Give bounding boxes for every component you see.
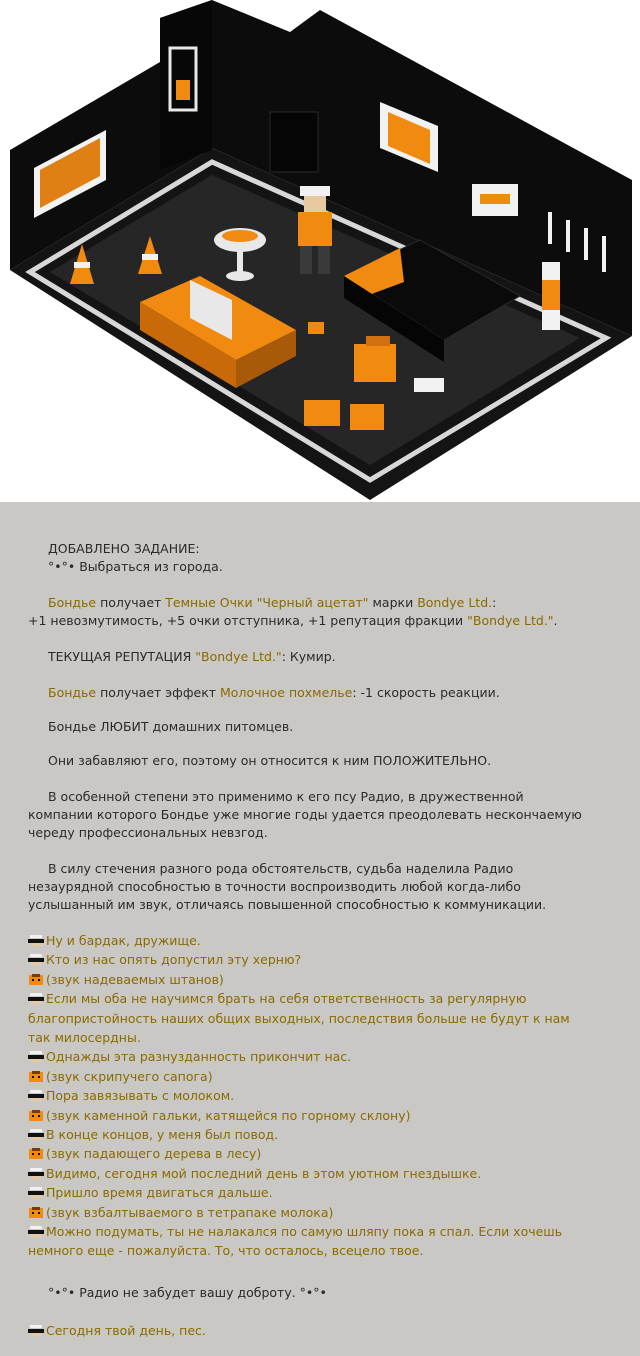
dialogue-line: Однажды эта разнузданность прикончит нас. [28, 1048, 351, 1066]
sunglasses-icon [28, 1128, 44, 1140]
effect-line: Бондье получает эффект Молочное похмелье: -1 скорость реакции. [48, 685, 500, 700]
para2-line2: незаурядной способностью в точности воспроизводить любой когда-либо [28, 879, 521, 894]
dialogue-line: так милосердны. [28, 1030, 141, 1045]
dialogue-line: (звук скрипучего сапога) [28, 1068, 213, 1086]
dog-icon [28, 1109, 44, 1121]
dialogue-line: благопристойность наших общих выходных, последствия больше не будут к нам [28, 1010, 570, 1026]
dog-icon [28, 1206, 44, 1218]
dialogue-line: (звук падающего дерева в лесу) [28, 1145, 261, 1163]
dialogue-line: Можно подумать, ты не налакался по самую шляпу пока я спал. Если хочешь [28, 1223, 562, 1241]
sunglasses-icon [28, 1167, 44, 1179]
reputation-line: ТЕКУЩАЯ РЕПУТАЦИЯ "Bondye Ltd.": Кумир. [48, 649, 336, 664]
sunglasses-icon [28, 934, 44, 946]
sunglasses-icon [28, 953, 44, 965]
dialogue-line: (звук взбалтываемого в тетрапаке молока) [28, 1204, 333, 1222]
sunglasses-icon [28, 1050, 44, 1062]
dog-icon [28, 1070, 44, 1082]
item-line-2: +1 невозмутимость, +5 очки отступника, +1 репутация фракции "Bondye Ltd.". [28, 613, 558, 628]
dog-icon [28, 1147, 44, 1159]
para1-line3: череду профессиональных невзгод. [28, 825, 268, 840]
wall-cabinet [270, 112, 318, 172]
likes-line: Бондье ЛЮБИТ домашних питомцев. [48, 719, 294, 734]
attitude-line: Они забавляют его, поэтому он относится к ним ПОЛОЖИТЕЛЬНО. [48, 753, 492, 768]
para1-line1: В особенной степени это применимо к его псу Радио, в дружественной [48, 789, 524, 804]
radio-end-line: °•°• Радио не забудет вашу доброту. °•°• [48, 1285, 327, 1300]
milk-carton [542, 262, 560, 330]
quest-text: °•°• Выбраться из города. [48, 559, 223, 574]
dialogue-line: Если мы оба не научимся брать на себя ответственность за регулярную [28, 990, 526, 1008]
dialogue-line: (звук каменной гальки, катящейся по горному склону) [28, 1107, 410, 1125]
first-aid-box [472, 184, 518, 216]
sunglasses-icon [28, 1324, 44, 1336]
dialogue-line: Кто из нас опять допустил эту херню? [28, 951, 301, 969]
sunglasses-icon [28, 992, 44, 1004]
sunglasses-icon [28, 1089, 44, 1101]
isometric-room [0, 0, 640, 502]
dialogue-line: Ну и бардак, дружище. [28, 932, 201, 950]
dialogue-line: немного еще - пожалуйста. То, что осталось, всецело твое. [28, 1243, 424, 1259]
dialogue-line: В конце концов, у меня был повод. [28, 1126, 278, 1144]
item-line-1: Бондье получает Темные Очки "Черный ацетат" марки Bondye Ltd.: [48, 595, 497, 610]
final-line: Сегодня твой день, пес. [28, 1322, 206, 1340]
para2-line3: услышанный им звук, отличаясь повышенной способностью к коммуникации. [28, 897, 547, 912]
dialogue-line: (звук надеваемых штанов) [28, 971, 224, 989]
dialogue-line: Пора завязывать с молоком. [28, 1087, 234, 1105]
message-log [0, 502, 640, 1356]
dog-icon [28, 973, 44, 985]
dialogue-line: Видимо, сегодня мой последний день в этом уютном гнездышке. [28, 1165, 481, 1183]
sunglasses-icon [28, 1186, 44, 1198]
game-scene [0, 0, 640, 502]
quest-header: ДОБАВЛЕНО ЗАДАНИЕ: [48, 541, 200, 556]
para1-line2: компании которого Бондье уже многие годы удается преодолевать нескончаемую [28, 807, 582, 822]
sunglasses-icon [28, 1225, 44, 1237]
para2-line1: В силу стечения разного рода обстоятельств, судьба наделила Радио [48, 861, 514, 876]
dialogue-line: Пришло время двигаться дальше. [28, 1184, 273, 1202]
